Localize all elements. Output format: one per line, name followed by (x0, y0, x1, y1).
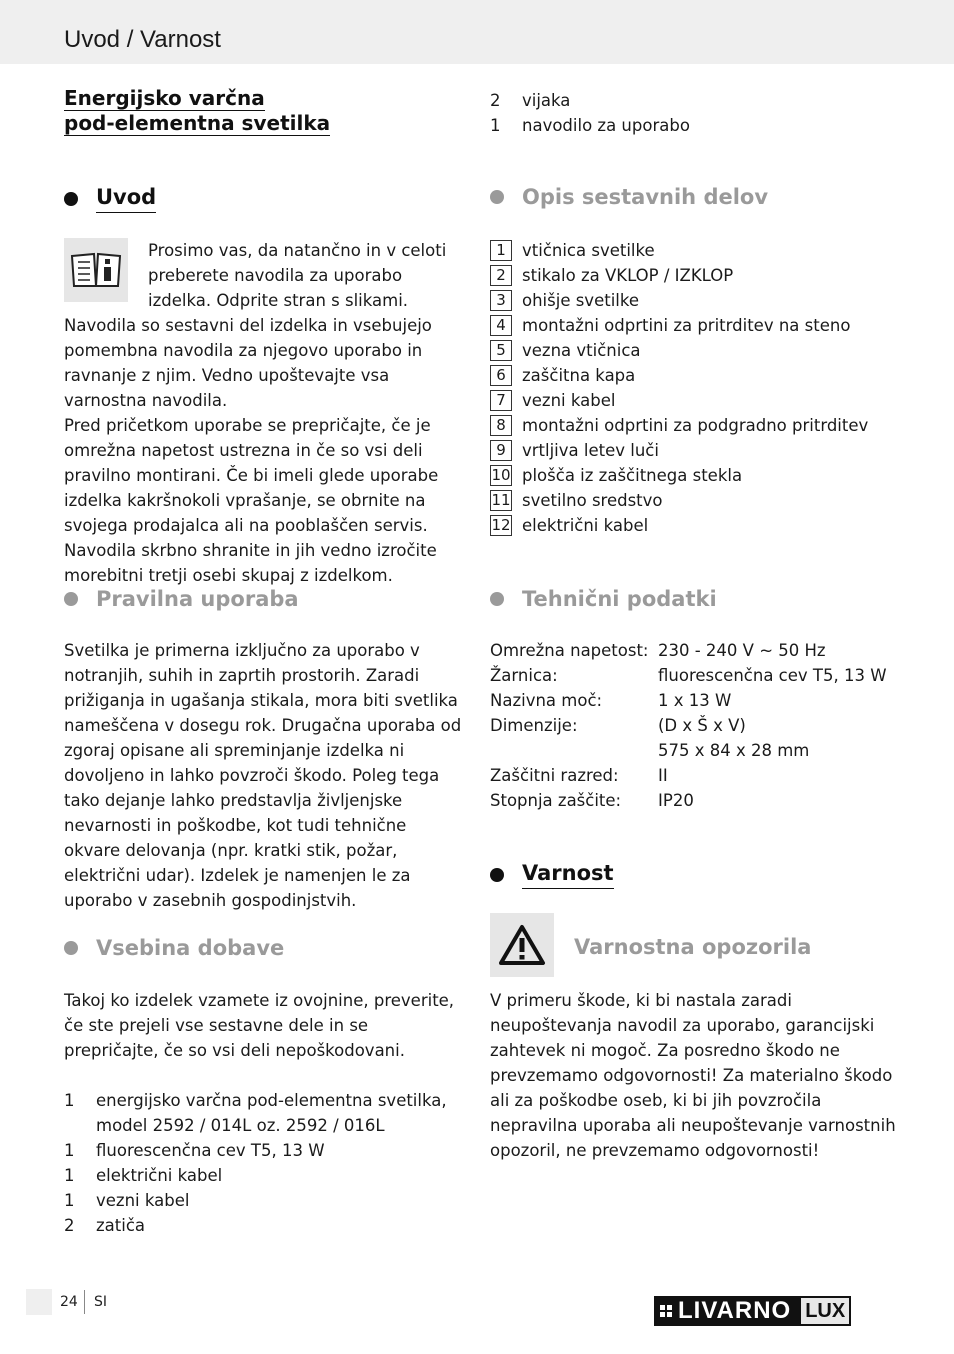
bullet-dot-icon (490, 592, 504, 606)
delivery-text: Takoj ko izdelek vzamete iz ovojnine, preverite, če ste prejeli vse sestavne dele in se prepričajte, če so vsi deli nepoškodovani. (64, 991, 455, 1060)
logo-lux: LUX (799, 1296, 851, 1326)
list-item: 1 fluorescenčna cev T5, 13 W (64, 1141, 325, 1160)
table-row: Omrežna napetost: 230 - 240 V ~ 50 Hz (490, 641, 826, 660)
page-header-title: Uvod / Varnost (64, 26, 221, 53)
manual-info-icon (64, 238, 128, 302)
list-item: 3 ohišje svetilke (490, 288, 900, 313)
section-heading-tehnicni-podatki: Tehnični podatki (490, 586, 717, 612)
parts-list (490, 238, 900, 538)
list-item: 1 vezni kabel (64, 1191, 190, 1210)
list-item: 11 svetilno sredstvo (491, 491, 663, 510)
list-item: 5 vezna vtičnica (490, 338, 900, 363)
bullet-dot-icon (64, 941, 78, 955)
livarno-lux-logo (654, 1296, 851, 1326)
bullet-dot-icon (64, 192, 78, 206)
list-item: 2 stikalo za VKLOP / IZKLOP (490, 263, 900, 288)
document-title (64, 86, 330, 136)
tech-spec-table (490, 638, 900, 813)
footer-divider (84, 1290, 85, 1314)
list-item: 1 električni kabel (64, 1166, 223, 1185)
section-heading-uvod: Uvod (64, 184, 156, 213)
section-heading-vsebina-dobave: Vsebina dobave (64, 935, 284, 961)
warning-triangle-icon (490, 913, 554, 977)
list-item: 9 vrtljiva letev luči (490, 438, 900, 463)
section-heading-pravilna-uporaba: Pravilna uporaba (64, 586, 299, 612)
table-row: Dimenzije: (D x Š x V) (490, 716, 746, 735)
table-row: Zaščitni razred: II (490, 766, 668, 785)
list-item: 1 vtičnica svetilke (490, 238, 900, 263)
list-item: 12 električni kabel (491, 516, 649, 535)
intro-paragraph-2: Pred pričetkom uporabe se prepričajte, če je omrežna napetost ustrezna in če so vsi deli pravilno montirani. Če bi imeli glede uporabe izdelka kakršnokoli vprašanje, se obrnite na svojega prodajalca ali na pooblaščen servis. Navodila skrbno shranite in jih vedno izročite morebitni tretji osebi skupaj z izdelkom. (64, 416, 439, 585)
list-item: 10 plošča iz zaščitnega stekla (491, 466, 743, 485)
section-heading-varnost: Varnost (490, 860, 614, 889)
table-row: Nazivna moč: 1 x 13 W (490, 691, 732, 710)
list-item: 8 montažni odprtini za podgradno pritrditev (490, 413, 900, 438)
list-item: 4 montažni odprtini za pritrditev na steno (490, 313, 900, 338)
list-item: 6 zaščitna kapa (490, 363, 900, 388)
table-row: 575 x 84 x 28 mm (658, 741, 810, 760)
delivery-list (64, 1088, 464, 1238)
intro-paragraph-1: Prosimo vas, da natančno in v celoti preberete navodila za uporabo izdelka. Odprite stran s slikami. Navodila so sestavni del izdelka in vsebujejo pomembna navodila za njegovo uporabo in ravnanje z njim. Vedno upoštevajte vsa varnostna navodila. (64, 241, 447, 410)
document-title-line2: pod-elementna svetilka (64, 111, 331, 135)
list-item: 1 navodilo za uporabo (490, 116, 690, 135)
bullet-dot-icon (490, 190, 504, 204)
safety-subheading: Varnostna opozorila (574, 935, 812, 959)
bullet-dot-icon (64, 592, 78, 606)
safety-text: V primeru škode, ki bi nastala zaradi neupoštevanja navodil za uporabo, garancijski zahtevek ni mogoč. Za posredno škodo ne prevzemamo odgovornosti! Za materialno škodo ali za poškodbe oseb, ki bi jih povzročila nepravilna uporaba ali neupoštevanje varnostnih opozoril, ne prevzemamo odgovornosti! (490, 991, 896, 1160)
list-item: 7 vezni kabel (490, 388, 900, 413)
footer-page-marker (26, 1289, 52, 1315)
logo-squares-icon (660, 1305, 672, 1317)
intro-text (64, 238, 464, 588)
proper-use-text: Svetilka je primerna izključno za uporabo v notranjih, suhih in zaprtih prostorih. Zaradi prižiganja in ugašanja stikala, mora biti svetlika nameščena v dosegu rok. Drugačna uporaba od zgoraj opisane ali spreminjanje izdelka ni dovoljeno in lahko povzroči škodo. Poleg tega tako dejanje lahko predstavlja življenjske nevarnosti in poškodbe, kot tudi tehnične okvare delovanja (npr. kratki stik, požar, električni udar). Izdelek je namenjen le za uporabo v zasebnih gospodinjstvih. (64, 641, 462, 910)
list-item: 2 vijaka (490, 91, 571, 110)
page-number: 24 (60, 1294, 78, 1310)
list-item: 2 zatiča (64, 1216, 146, 1235)
language-code: SI (94, 1294, 108, 1310)
table-row: Stopnja zaščite: IP20 (490, 791, 694, 810)
delivery-list-continued (490, 88, 890, 138)
section-heading-opis-sestavnih-delov: Opis sestavnih delov (490, 184, 768, 210)
bullet-dot-icon (490, 868, 504, 882)
document-title-line1: Energijsko varčna (64, 86, 265, 110)
logo-main: LIVARNO (654, 1296, 799, 1326)
table-row: Žarnica: fluorescenčna cev T5, 13 W (490, 666, 887, 685)
list-item: 1 energijsko varčna pod-elementna svetilka, model 2592 / 014L oz. 2592 / 016L (64, 1091, 447, 1135)
